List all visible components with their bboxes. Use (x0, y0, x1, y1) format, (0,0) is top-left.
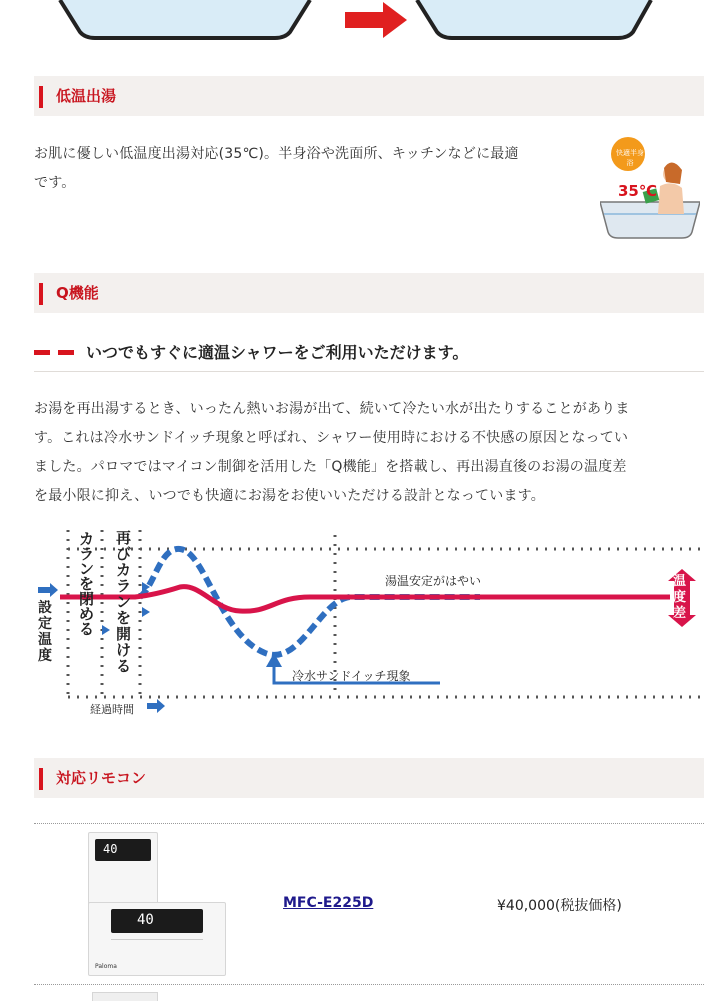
label-temperature-difference: 温度差 (673, 574, 687, 621)
heading-accent-bar (39, 283, 43, 305)
remote-model-link[interactable]: MFC-E225D (283, 895, 374, 911)
remote-display (111, 909, 203, 933)
row-divider (34, 823, 704, 824)
subheading-dash (34, 350, 50, 355)
remote-display-value: 40 (137, 912, 154, 928)
remote-display-value: 40 (103, 842, 118, 856)
row-divider (34, 984, 704, 985)
arrow-marker-icon (38, 583, 58, 597)
paloma-temperature-line (60, 587, 670, 612)
q-function-diagram (30, 525, 710, 720)
arrow-marker-icon (147, 699, 165, 713)
text-line: です。 (34, 175, 76, 191)
arrow-marker-icon (102, 625, 110, 635)
section-title: 対応リモコン (56, 769, 147, 787)
remote-price: ¥40,000(税抜価格) (497, 898, 622, 914)
remote-buttons (111, 939, 203, 948)
text-line: を最小限に抑え、いつでも快適にお湯をお使いいただける設計となっています。 (34, 488, 545, 504)
low-temp-description (34, 140, 594, 198)
label-set-temperature: 設定温度 (38, 600, 52, 664)
temperature-label: 35℃ (618, 182, 658, 200)
remote-main-image (88, 902, 226, 976)
half-bath-badge-text: 快適半身浴 (616, 149, 644, 167)
section-heading-low-temp (34, 76, 704, 116)
arrow-right-icon (345, 2, 410, 38)
bathtub-before-illustration (55, 0, 315, 48)
heading-accent-bar (39, 768, 43, 790)
label-sandwich-phenomenon: 冷水サンドイッチ現象 (292, 669, 411, 683)
remote-brand-logo: Paloma (95, 963, 117, 970)
q-function-subheading (34, 335, 704, 372)
text-line: お湯を再出湯するとき、いったん熱いお湯が出て、続いて冷たい水が出たりすることがありま (34, 401, 630, 417)
text-line: ました。パロマではマイコン制御を活用した「Q機能」を搭載し、再出湯直後のお湯の温度差 (34, 459, 627, 475)
sandwich-curve (140, 549, 480, 655)
label-close-faucet: カランを閉める (79, 530, 95, 638)
section-heading-remote (34, 758, 704, 798)
section-title: 低温出湯 (56, 87, 117, 105)
arrow-marker-icon (142, 607, 150, 617)
bathtub-after-illustration (415, 0, 655, 48)
remote-display (95, 839, 151, 861)
section-title: Q機能 (56, 284, 99, 302)
heading-accent-bar (39, 86, 43, 108)
text-line: お肌に優しい低温度出湯対応(35℃)。半身浴や洗面所、キッチンなどに最適 (34, 146, 519, 162)
label-elapsed-time: 経過時間 (90, 703, 134, 716)
subheading-dash (58, 350, 74, 355)
q-function-description (34, 395, 704, 511)
text-line: す。これは冷水サンドイッチ現象と呼ばれ、シャワー使用時における不快感の原因となってい (34, 430, 629, 446)
section-heading-q-function (34, 273, 704, 313)
subheading-text: いつでもすぐに適温シャワーをご利用いただけます。 (86, 343, 469, 362)
label-reopen-faucet: 再びカランを開ける (116, 529, 132, 675)
label-stable-fast: 湯温安定がはやい (385, 574, 482, 588)
